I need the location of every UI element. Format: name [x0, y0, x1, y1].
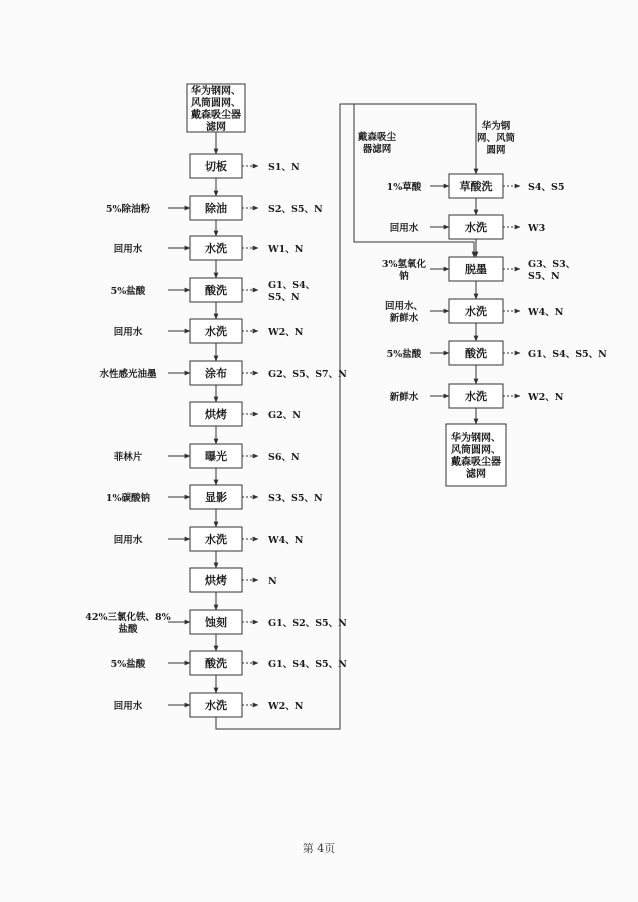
step-6-left [190, 361, 242, 385]
output-label: G1、S4、S5、N [268, 659, 347, 670]
connector-line [216, 104, 476, 729]
step-7-left [190, 402, 242, 426]
svg-text:水洗: 水洗 [205, 325, 227, 338]
step-5-left [190, 319, 242, 343]
input-label: 回用水 [113, 327, 143, 338]
input-label: 回用水 [113, 701, 143, 712]
svg-text:水洗: 水洗 [465, 390, 487, 403]
input-label: 3%氢氧化钠 [381, 259, 427, 282]
input-label: 1%草酸 [386, 182, 422, 193]
svg-text:除油: 除油 [205, 202, 227, 215]
input-label: 1%碳酸钠 [105, 493, 151, 504]
svg-text:华为钢网、风筒圆网、戴森吸尘器滤网: 华为钢网、风筒圆网、戴森吸尘器滤网 [451, 433, 501, 480]
svg-text:烘烤: 烘烤 [205, 574, 227, 587]
output-label: G3、S3、 S5、N [528, 259, 576, 282]
output-label: W2、N [528, 392, 564, 403]
svg-text:曝光: 曝光 [205, 450, 227, 463]
input-label: 回用水 [113, 244, 143, 255]
svg-text:脱墨: 脱墨 [465, 263, 487, 276]
input-label: 5%盐酸 [110, 659, 146, 670]
branch-label-huawei: 华为钢网、风筒圆网 [476, 121, 516, 156]
svg-text:烘烤: 烘烤 [205, 408, 227, 421]
input-label: 5%盐酸 [110, 286, 146, 297]
svg-text:水洗: 水洗 [205, 242, 227, 255]
svg-text:酸洗: 酸洗 [465, 347, 487, 360]
svg-text:涂布: 涂布 [205, 367, 227, 380]
input-label: 菲林片 [113, 452, 143, 463]
start-node-left [187, 84, 245, 133]
output-label: S2、S5、N [268, 204, 323, 215]
input-label: 5%盐酸 [386, 349, 422, 360]
input-label: 回用水 [389, 223, 419, 234]
svg-text:酸洗: 酸洗 [205, 284, 227, 297]
output-label: W4、N [268, 535, 304, 546]
svg-text:水洗: 水洗 [465, 221, 487, 234]
output-label: G2、N [268, 410, 301, 421]
branch-label-dyson: 戴森吸尘器滤网 [357, 132, 397, 155]
input-label: 5%除油粉 [105, 204, 151, 215]
output-label: G2、S5、S7、N [268, 369, 347, 380]
step-2-left [190, 196, 242, 220]
svg-text:酸洗: 酸洗 [205, 657, 227, 670]
step-10-left [190, 527, 242, 551]
output-label: W2、N [268, 327, 304, 338]
page-number: 第 4页 [302, 842, 336, 855]
input-label: 回用水、新鲜水 [384, 301, 424, 324]
step-12-left [190, 610, 242, 634]
step-4-left [190, 278, 242, 302]
step-4-right [449, 299, 503, 323]
input-label: 42%三氯化铁、8%盐酸 [85, 612, 171, 635]
svg-text:水洗: 水洗 [465, 305, 487, 318]
step-11-left [190, 568, 242, 592]
svg-text:水洗: 水洗 [205, 699, 227, 712]
step-9-left [190, 485, 242, 509]
output-label: G1、S2、S5、N [268, 618, 347, 629]
output-label: G1、S4、S5、N [528, 349, 607, 360]
output-label: S6、N [268, 452, 300, 463]
output-label: N [268, 576, 277, 587]
output-label: W2、N [268, 701, 304, 712]
step-14-left [190, 693, 242, 717]
step-1-right [449, 174, 503, 198]
step-1-left [190, 154, 242, 178]
end-node-right [446, 424, 506, 486]
svg-text:切板: 切板 [205, 160, 227, 173]
output-label: S4、S5 [528, 182, 565, 193]
step-6-right [449, 384, 503, 408]
svg-text:水洗: 水洗 [205, 533, 227, 546]
output-label: S1、N [268, 162, 300, 173]
output-label: W4、N [528, 307, 564, 318]
input-label: 回用水 [113, 535, 143, 546]
svg-text:草酸洗: 草酸洗 [459, 180, 493, 193]
step-8-left [190, 444, 242, 468]
step-13-left [190, 651, 242, 675]
step-3-right [449, 257, 503, 281]
output-label: W1、N [268, 244, 304, 255]
step-5-right [449, 341, 503, 365]
svg-text:蚀刻: 蚀刻 [205, 616, 227, 629]
output-label: S3、S5、N [268, 493, 323, 504]
output-label: W3 [528, 223, 546, 234]
svg-text:显影: 显影 [205, 491, 227, 504]
input-label: 水性感光油墨 [99, 369, 157, 380]
svg-text:华为钢网、风筒圆网、戴森吸尘器滤网: 华为钢网、风筒圆网、戴森吸尘器滤网 [191, 86, 241, 133]
input-label: 新鲜水 [389, 392, 419, 403]
step-3-left [190, 236, 242, 260]
step-2-right [449, 215, 503, 239]
output-label: G1、S4、 S5、N [268, 280, 316, 303]
